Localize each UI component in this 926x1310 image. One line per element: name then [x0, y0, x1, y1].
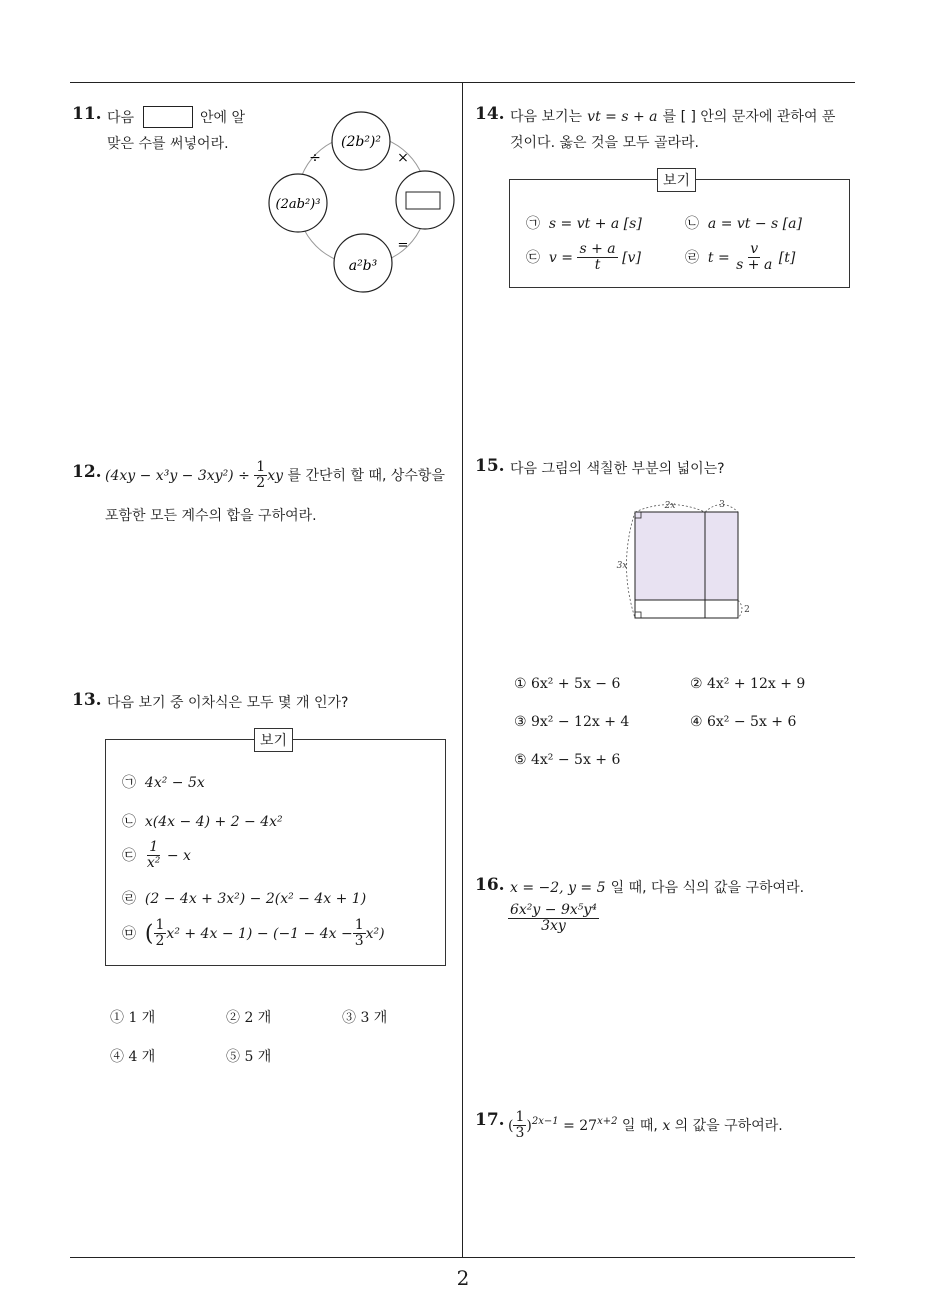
q11-left-expr: (2ab²)³ — [275, 197, 321, 212]
column-divider — [462, 83, 463, 1258]
q12-number: 12. — [72, 462, 102, 482]
q13-item-e-mid: x² + 4x − 1) − (−1 − 4x − — [166, 925, 353, 942]
q13-item-c-frac-d: x² — [146, 855, 161, 872]
q12-expr-tail: xy — [267, 467, 284, 484]
q14-item-d-tail: [t] — [778, 249, 796, 266]
q14-item-b-expr: a = vt − s [a] — [707, 216, 802, 232]
q13-item-e-frac2 — [353, 918, 366, 950]
q15-right-angle-bottom — [635, 612, 641, 618]
q14-item-a — [526, 213, 642, 233]
q15-number: 15. — [475, 456, 505, 476]
q16-number: 16. — [475, 875, 505, 895]
q13-item-d-mark: ㉣ — [122, 891, 136, 907]
q11-cycle-diagram — [262, 100, 462, 300]
q11-text-b: 안에 알 — [200, 110, 246, 126]
q12-text-b: 포함한 모든 계수의 합을 구하여라. — [105, 508, 317, 524]
q15-text: 다음 그림의 색칠한 부분의 넓이는? — [510, 461, 725, 477]
q11-text-line2: 맞은 수를 써넣어라. — [107, 136, 229, 152]
q17-paren-close: ) — [526, 1117, 532, 1134]
q15-choice-2[interactable]: ② 4x² + 12x + 9 — [690, 676, 806, 692]
q17-var: x — [662, 1117, 671, 1134]
q13-item-e-f2d: 3 — [354, 933, 364, 950]
q11-op-divide: ÷ — [309, 150, 321, 166]
q13-item-c — [122, 840, 191, 872]
q15-choice-4[interactable]: ④ 6x² − 5x + 6 — [690, 714, 797, 730]
q15-shade-left — [635, 512, 705, 600]
q14-item-c-frac — [577, 242, 617, 274]
q11-text-a: 다음 — [107, 110, 135, 126]
q15-brace-2 — [738, 600, 742, 618]
q13-item-c-tail: − x — [162, 847, 191, 864]
q15-figure — [610, 495, 760, 625]
q17-base-n: 1 — [515, 1109, 525, 1125]
q14-item-d-frac — [734, 242, 774, 274]
q14-item-c-mark: ㉢ — [526, 249, 540, 266]
q14-item-c-tail: [v] — [622, 249, 641, 266]
q13-item-b-expr: x(4x − 4) + 2 − 4x² — [144, 814, 283, 830]
q14-line2: 것이다. 옳은 것을 모두 골라라. — [510, 135, 699, 151]
q17-exp2: x+2 — [597, 1116, 618, 1128]
q13-item-e-mark: ㉤ — [122, 925, 136, 942]
q15-label-2x: 2x — [664, 501, 676, 511]
q13-item-e-end: x²) — [365, 925, 385, 942]
q13-item-c-frac-n: 1 — [149, 839, 159, 855]
q11-number: 11. — [72, 104, 102, 124]
q11-answer-box — [406, 192, 440, 209]
q13-item-e-f1n: 1 — [155, 917, 165, 933]
q14-item-d-frac-d: s + a — [736, 257, 773, 274]
q17-exp1: 2x−1 — [531, 1116, 559, 1128]
q11-bottom-expr: a²b³ — [348, 258, 378, 274]
q16-frac-n: 6x²y − 9x⁵y⁴ — [510, 902, 597, 918]
q13-item-e-f1d: 2 — [155, 933, 165, 950]
q11-op-equals: = — [397, 238, 409, 253]
q13-number: 13. — [72, 690, 102, 710]
q13-item-b — [122, 811, 283, 831]
q12-text-a: 를 간단히 할 때, 상수항을 — [287, 467, 445, 484]
q17-base-d: 3 — [515, 1125, 525, 1142]
q13-item-a-mark: ㉠ — [122, 775, 136, 791]
q13-choice-5[interactable]: ⑤ 5 개 — [226, 1049, 272, 1065]
q14-item-a-expr: s = vt + a [s] — [548, 216, 642, 232]
q13-item-c-frac — [145, 840, 163, 872]
q14-item-d-lhs: t = — [707, 249, 730, 266]
q15-label-3x: 3x — [616, 561, 628, 571]
q12-frac-n: 1 — [256, 459, 266, 475]
q14-item-c-frac-d: t — [594, 257, 601, 274]
q17-paren-open: ( — [508, 1117, 514, 1134]
q17-line — [508, 1110, 783, 1142]
q14-item-c-lhs: v = — [548, 249, 573, 266]
q16-frac-d: 3xy — [541, 918, 566, 935]
q16-frac — [508, 903, 599, 935]
q14-item-c — [526, 242, 641, 274]
q14-text-b: 를 [ ] 안의 문자에 관하여 푼 — [662, 109, 836, 125]
q13-item-d — [122, 888, 366, 908]
q13-choice-2[interactable]: ② 2 개 — [226, 1010, 272, 1026]
q13-item-a — [122, 772, 205, 792]
q13-item-e — [122, 918, 385, 950]
q14-item-d-mark: ㉣ — [685, 249, 699, 266]
q14-equation: vt = s + a — [587, 109, 658, 125]
q16-condition: x = −2, y = 5 — [510, 880, 606, 896]
q12-frac-d: 2 — [256, 475, 266, 492]
q16-line1 — [510, 877, 804, 897]
q14-number: 14. — [475, 104, 505, 124]
q12-line1 — [105, 460, 445, 492]
q15-brace-3x — [627, 512, 636, 618]
q11-op-times: × — [397, 150, 409, 166]
q15-choice-5[interactable]: ⑤ 4x² − 5x + 6 — [514, 752, 621, 768]
q14-item-d — [685, 242, 795, 274]
q14-item-d-frac-n: v — [750, 241, 759, 257]
q14-item-c-frac-n: s + a — [579, 241, 616, 257]
q15-shade-right — [705, 512, 738, 600]
q14-item-b-mark: ㉡ — [685, 216, 699, 232]
page-number: 2 — [456, 1266, 470, 1290]
q14-item-b — [685, 213, 802, 233]
q12-frac — [254, 460, 267, 492]
q13-item-d-expr: (2 − 4x + 3x²) − 2(x² − 4x + 1) — [144, 891, 367, 907]
q14-line1 — [510, 106, 835, 126]
q13-choice-4[interactable]: ④ 4 개 — [110, 1049, 156, 1065]
q17-number: 17. — [475, 1110, 505, 1130]
q17-rhs: = 27 — [563, 1117, 598, 1134]
q13-choice-3[interactable]: ③ 3 개 — [342, 1010, 388, 1026]
q11-top-expr: (2b²)² — [340, 134, 382, 150]
q17-text2: 의 값을 구하여라. — [674, 1117, 783, 1134]
q15-choice-3[interactable]: ③ 9x² − 12x + 4 — [514, 714, 630, 730]
q12-expr: (4xy − x³y − 3xy²) ÷ — [105, 467, 250, 484]
q16-text: 일 때, 다음 식의 값을 구하여라. — [610, 880, 805, 896]
q13-choice-1[interactable]: ① 1 개 — [110, 1010, 156, 1026]
q13-bogi-label: 보기 — [254, 728, 293, 752]
q15-label-2: 2 — [744, 605, 750, 615]
q14-item-a-mark: ㉠ — [526, 216, 540, 232]
q13-item-e-frac1 — [154, 918, 167, 950]
q13-item-e-paren: ( — [144, 921, 154, 947]
q17-base-frac — [513, 1110, 526, 1142]
q16-expression — [508, 903, 599, 935]
q13-item-c-mark: ㉢ — [122, 847, 136, 864]
q17-text: 일 때, — [621, 1117, 658, 1134]
q15-label-3: 3 — [719, 500, 725, 510]
q13-item-a-expr: 4x² − 5x — [144, 775, 205, 791]
q13-text: 다음 보기 중 이차식은 모두 몇 개 인가? — [107, 695, 349, 711]
q14-text-a: 다음 보기는 — [510, 109, 583, 125]
q15-choice-1[interactable]: ① 6x² + 5x − 6 — [514, 676, 621, 692]
q14-bogi-label: 보기 — [657, 168, 696, 192]
q13-item-e-f2n: 1 — [354, 917, 364, 933]
q11-blank-box — [143, 106, 193, 128]
q13-item-b-mark: ㉡ — [122, 814, 136, 830]
